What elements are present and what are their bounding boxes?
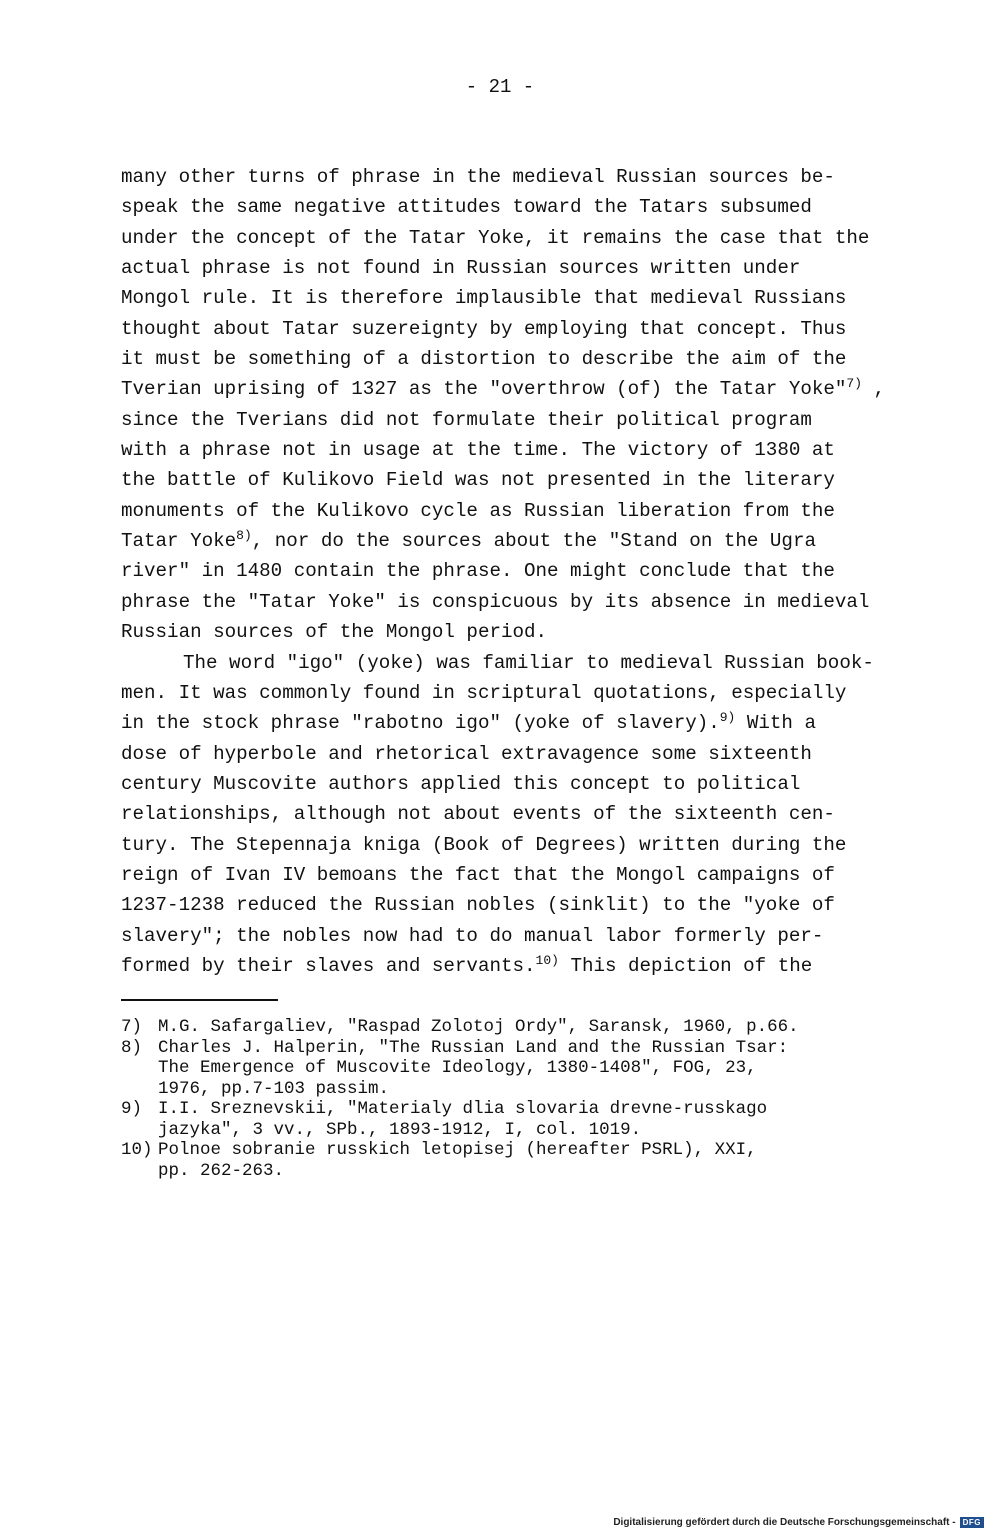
text-line: speak the same negative attitudes toward the Tatars subsumed	[121, 196, 812, 219]
text-line: The word "igo" (yoke) was familiar to medieval Russian book-	[183, 651, 874, 674]
footnote-text: Charles J. Halperin, "The Russian Land and the Russian Tsar:	[158, 1037, 789, 1058]
text-segment: , nor do the sources about the "Stand on the Ugra	[251, 530, 816, 553]
text-line: Mongol rule. It is therefore implausible that medieval Russians	[121, 287, 847, 310]
text-line: century Muscovite authors applied this concept to political	[121, 772, 801, 795]
footnote-9	[121, 1099, 941, 1120]
text-line: 1237-1238 reduced the Russian nobles (sinklit) to the "yoke of	[121, 894, 835, 917]
footnote-text: jazyka", 3 vv., SPb., 1893-1912, I, col. 1019.	[158, 1119, 642, 1140]
footnote-number: 9)	[121, 1099, 143, 1119]
footnote-divider	[121, 999, 278, 1001]
footnote-ref-10: 10)	[535, 952, 559, 968]
footnote-number: 8)	[121, 1037, 143, 1058]
text-line	[121, 951, 921, 981]
text-line: actual phrase is not found in Russian sources written under	[121, 257, 801, 280]
footnote-number: 7)	[121, 1017, 143, 1037]
text-segment: Tatar Yoke	[121, 530, 237, 553]
footnotes	[121, 1017, 941, 1181]
text-segment: formed by their slaves and servants.	[121, 954, 536, 977]
footer-text: Digitalisierung gefördert durch die Deutsche Forschungsgemeinschaft -	[613, 1517, 956, 1528]
text-segment: Tverian uprising of 1327 as the "overthrow (of) the Tatar Yoke"	[121, 378, 847, 401]
text-line: it must be something of a distortion to describe the aim of the	[121, 348, 847, 371]
text-line: phrase the "Tatar Yoke" is conspicuous by its absence in medieval	[121, 590, 870, 613]
footnote-text: M.G. Safargaliev, "Raspad Zolotoj Ordy", Saransk, 1960, p.66.	[158, 1017, 799, 1037]
text-line: tury. The Stepennaja kniga (Book of Degrees) written during the	[121, 833, 847, 856]
text-segment: This depiction of the	[558, 954, 813, 977]
text-line: men. It was commonly found in scriptural quotations, especially	[121, 681, 847, 704]
text-line: with a phrase not in usage at the time. The victory of 1380 at	[121, 439, 835, 462]
text-line: reign of Ivan IV bemoans the fact that the Mongol campaigns of	[121, 863, 835, 886]
text-segment: ,	[862, 378, 886, 401]
text-line	[121, 374, 921, 404]
footnote-text: 1976, pp.7-103 passim.	[158, 1078, 390, 1099]
text-line: the battle of Kulikovo Field was not presented in the literary	[121, 469, 835, 492]
footnote-text: pp. 262-263.	[158, 1160, 285, 1181]
text-line	[121, 708, 921, 738]
footnote-text: I.I. Sreznevskii, "Materialy dlia slovaria drevne-russkago	[158, 1099, 768, 1119]
text-line: dose of hyperbole and rhetorical extravagence some sixteenth	[121, 742, 812, 765]
footnote-ref-7: 7)	[846, 376, 863, 392]
text-line: since the Tverians did not formulate their political program	[121, 408, 812, 431]
footnote-10	[121, 1140, 941, 1161]
text-segment: With a	[735, 712, 816, 735]
footnote-8	[121, 1038, 941, 1059]
text-line: many other turns of phrase in the medieval Russian sources be-	[121, 166, 835, 188]
text-line: monuments of the Kulikovo cycle as Russian liberation from the	[121, 499, 835, 522]
body-text	[121, 162, 921, 981]
digitization-footer	[613, 1517, 984, 1528]
text-line: relationships, although not about events of the sixteenth cen-	[121, 803, 835, 826]
footnote-ref-9: 9)	[719, 710, 736, 726]
text-line: river" in 1480 contain the phrase. One might conclude that the	[121, 560, 835, 583]
text-line: under the concept of the Tatar Yoke, it remains the case that the	[121, 226, 870, 249]
page-number: - 21 -	[465, 76, 535, 98]
footnote-text: The Emergence of Muscovite Ideology, 1380-1408", FOG, 23,	[158, 1058, 757, 1078]
footnote-text: Polnoe sobranie russkich letopisej (hereafter PSRL), XXI,	[158, 1140, 757, 1160]
text-line: slavery"; the nobles now had to do manual labor formerly per-	[121, 924, 824, 947]
footnote-ref-8: 8)	[236, 528, 252, 544]
dfg-logo-icon: DFG	[960, 1517, 984, 1528]
text-segment: in the stock phrase "rabotno igo" (yoke of slavery).	[121, 712, 720, 735]
footnote-number: 10)	[121, 1140, 153, 1160]
text-line	[121, 526, 921, 556]
text-line: thought about Tatar suzereignty by employing that concept. Thus	[121, 317, 847, 340]
text-line: Russian sources of the Mongol period.	[121, 621, 548, 644]
footnote-7	[121, 1017, 941, 1038]
